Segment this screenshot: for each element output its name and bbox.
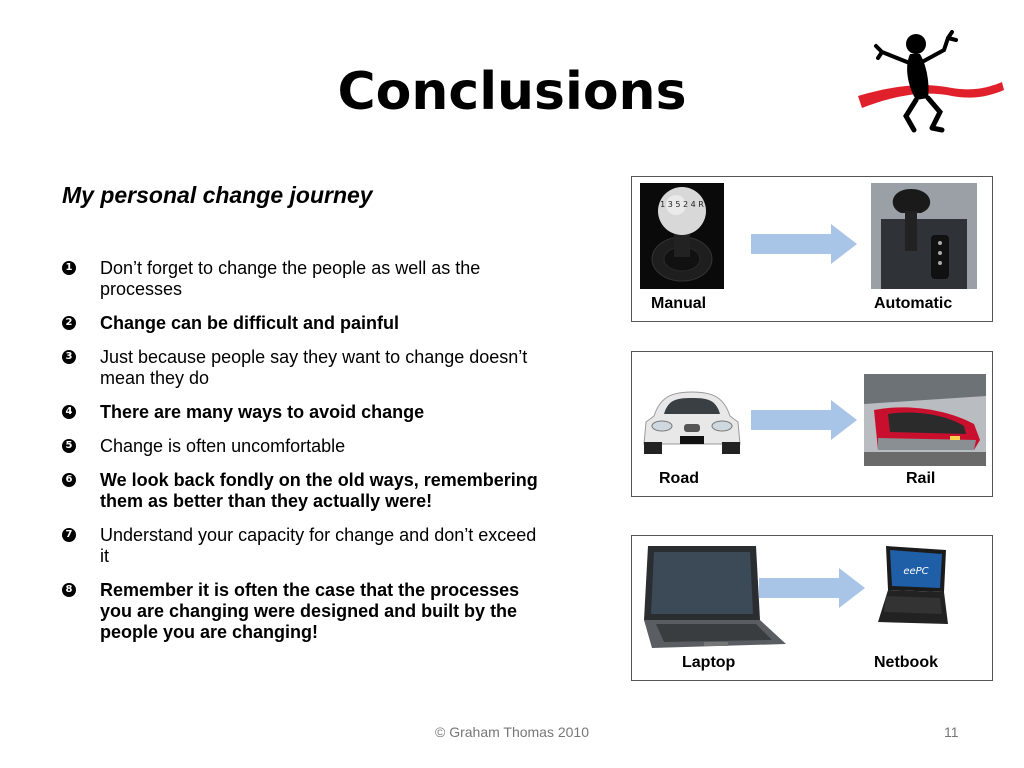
list-item: 5 Change is often uncomfortable (62, 436, 542, 457)
transport-comparison-panel (631, 351, 993, 497)
section-subtitle: My personal change journey (62, 182, 373, 208)
road-label: Road (659, 470, 699, 487)
arrow-right-icon (751, 400, 857, 440)
bullet-number: 2 (62, 316, 76, 330)
automatic-gear-shifter-image (871, 183, 977, 289)
train-image (864, 374, 986, 466)
conclusion-list (62, 258, 542, 656)
bullet-number: 1 (62, 261, 76, 275)
bullet-number: 3 (62, 350, 76, 364)
arrow-right-icon (751, 224, 857, 264)
laptop-label: Laptop (682, 654, 736, 671)
bullet-number: 7 (62, 528, 76, 542)
list-item: 4 There are many ways to avoid change (62, 402, 542, 423)
rail-label: Rail (906, 470, 936, 487)
car-image (640, 384, 744, 458)
gear-knob-text: 1 3 5 2 4 R (660, 200, 704, 209)
bullet-number: 8 (62, 583, 76, 597)
list-item: 8 Remember it is often the case that the processes you are changing were designed and built by the people you are changing! (62, 580, 542, 643)
automatic-label: Automatic (874, 295, 953, 312)
bullet-number: 6 (62, 473, 76, 487)
manual-label: Manual (651, 295, 707, 312)
computer-comparison-panel (631, 535, 993, 681)
netbook-logo-text: eePC (903, 566, 929, 577)
list-item: 1 Don’t forget to change the people as well as the processes (62, 258, 542, 300)
arrow-right-icon (759, 568, 865, 608)
footer-copyright: © Graham Thomas 2010 (434, 724, 590, 740)
list-item: 3 Just because people say they want to change doesn’t mean they do (62, 347, 542, 389)
finish-line-runner-illustration (852, 30, 1006, 136)
slide-title: Conclusions (337, 62, 687, 122)
manual-gear-knob-image (640, 183, 724, 289)
netbook-label: Netbook (874, 654, 938, 671)
list-item: 6 We look back fondly on the old ways, remembering them as better than they actually were! (62, 470, 542, 512)
list-item: 2 Change can be difficult and painful (62, 313, 542, 334)
list-item: 7 Understand your capacity for change and don’t exceed it (62, 525, 542, 567)
gearbox-comparison-panel (631, 176, 993, 322)
page-number: 11 (944, 724, 959, 740)
netbook-image (876, 544, 950, 634)
bullet-number: 5 (62, 439, 76, 453)
bullet-number: 4 (62, 405, 76, 419)
